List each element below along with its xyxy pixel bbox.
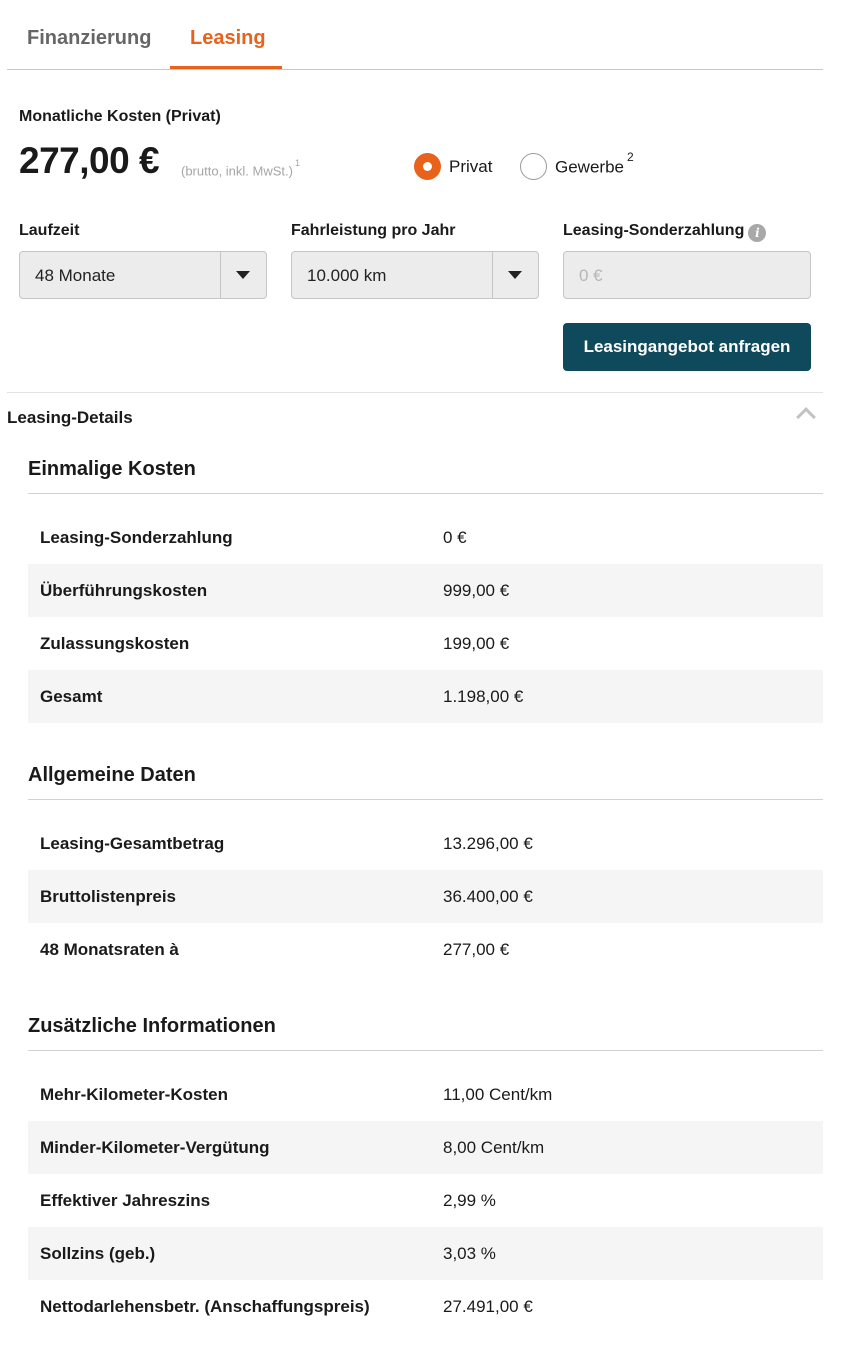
select-divider xyxy=(492,252,493,298)
table-row xyxy=(28,617,823,670)
section-allgemeine-daten xyxy=(28,762,823,976)
sonderzahlung-placeholder: 0 € xyxy=(579,266,603,285)
divider xyxy=(7,392,823,393)
price-note xyxy=(181,158,300,179)
row-label: Zulassungskosten xyxy=(40,634,190,653)
tab-finanzierung[interactable]: Finanzierung xyxy=(27,27,152,49)
row-label: Überführungskosten xyxy=(40,581,208,600)
row-value: 2,99 % xyxy=(443,1191,496,1210)
radio-privat-label: Privat xyxy=(449,156,493,176)
tab-leasing[interactable]: Leasing xyxy=(190,27,266,49)
table-row xyxy=(28,1227,823,1280)
sonderzahlung-input[interactable] xyxy=(563,251,811,299)
row-value: 0 € xyxy=(443,528,467,547)
table-row xyxy=(28,511,823,564)
radio-gewerbe-label xyxy=(555,150,634,178)
row-label: Minder-Kilometer-Vergütung xyxy=(40,1138,270,1157)
table-row xyxy=(28,870,823,923)
section-title: Zusätzliche Informationen xyxy=(28,1013,823,1051)
table-row xyxy=(28,1068,823,1121)
section-einmalige-kosten xyxy=(28,456,823,723)
row-value: 199,00 € xyxy=(443,634,510,653)
section-zusaetzliche-informationen xyxy=(28,1013,823,1333)
row-value: 11,00 Cent/km xyxy=(443,1085,553,1104)
row-label: Leasing-Sonderzahlung xyxy=(40,528,233,547)
table-row xyxy=(28,817,823,870)
price-footnote: 1 xyxy=(294,158,300,168)
row-label: Gesamt xyxy=(40,687,103,706)
radio-gewerbe[interactable] xyxy=(520,150,634,180)
sonderzahlung-label: Leasing-Sonderzahlung xyxy=(563,222,745,239)
section-title: Einmalige Kosten xyxy=(28,456,823,494)
radio-gewerbe-text: Gewerbe xyxy=(555,157,624,177)
price-note-text: (brutto, inkl. MwSt.) xyxy=(181,163,293,179)
monthly-price: 277,00 € xyxy=(19,140,160,181)
chevron-down-icon[interactable] xyxy=(508,271,522,279)
fahrleistung-select[interactable] xyxy=(291,251,539,299)
row-label: Effektiver Jahreszins xyxy=(40,1191,211,1210)
row-value: 999,00 € xyxy=(443,581,510,600)
active-tab-indicator xyxy=(170,66,282,69)
tab-bar xyxy=(7,0,823,70)
row-value: 36.400,00 € xyxy=(443,887,533,906)
leasing-request-button[interactable]: Leasingangebot anfragen xyxy=(563,323,811,371)
chevron-up-icon[interactable] xyxy=(796,407,816,427)
laufzeit-label: Laufzeit xyxy=(19,222,80,239)
table-row xyxy=(28,1174,823,1227)
section-title: Allgemeine Daten xyxy=(28,762,823,800)
sonderzahlung-label-wrap xyxy=(563,222,766,242)
info-icon[interactable]: i xyxy=(748,224,766,242)
row-value: 8,00 Cent/km xyxy=(443,1138,545,1157)
select-divider xyxy=(220,252,221,298)
radio-privat[interactable] xyxy=(414,153,492,180)
table-row xyxy=(28,1121,823,1174)
fahrleistung-label: Fahrleistung pro Jahr xyxy=(291,222,456,239)
table-row xyxy=(28,1280,823,1333)
radio-gewerbe-indicator[interactable] xyxy=(520,153,547,180)
row-label: Leasing-Gesamtbetrag xyxy=(40,834,225,853)
row-value: 27.491,00 € xyxy=(443,1297,533,1316)
row-label: Bruttolistenpreis xyxy=(40,887,177,906)
monthly-cost-label: Monatliche Kosten (Privat) xyxy=(19,108,221,125)
leasing-details-toggle[interactable]: Leasing-Details xyxy=(7,408,133,427)
table-row xyxy=(28,564,823,617)
row-value: 1.198,00 € xyxy=(443,687,524,706)
row-value: 13.296,00 € xyxy=(443,834,533,853)
row-label: Nettodarlehensbetr. (Anschaffungspreis) xyxy=(40,1297,370,1316)
row-label: Mehr-Kilometer-Kosten xyxy=(40,1085,228,1104)
row-label: 48 Monatsraten à xyxy=(40,940,179,959)
row-value: 3,03 % xyxy=(443,1244,496,1263)
radio-privat-indicator[interactable] xyxy=(414,153,441,180)
table-row xyxy=(28,670,823,723)
row-value: 277,00 € xyxy=(443,940,510,959)
laufzeit-select[interactable] xyxy=(19,251,267,299)
row-label: Sollzins (geb.) xyxy=(40,1244,156,1263)
table-row xyxy=(28,923,823,976)
laufzeit-value: 48 Monate xyxy=(35,266,116,285)
fahrleistung-value: 10.000 km xyxy=(307,266,387,285)
chevron-down-icon[interactable] xyxy=(236,271,250,279)
gewerbe-footnote: 2 xyxy=(626,150,634,165)
